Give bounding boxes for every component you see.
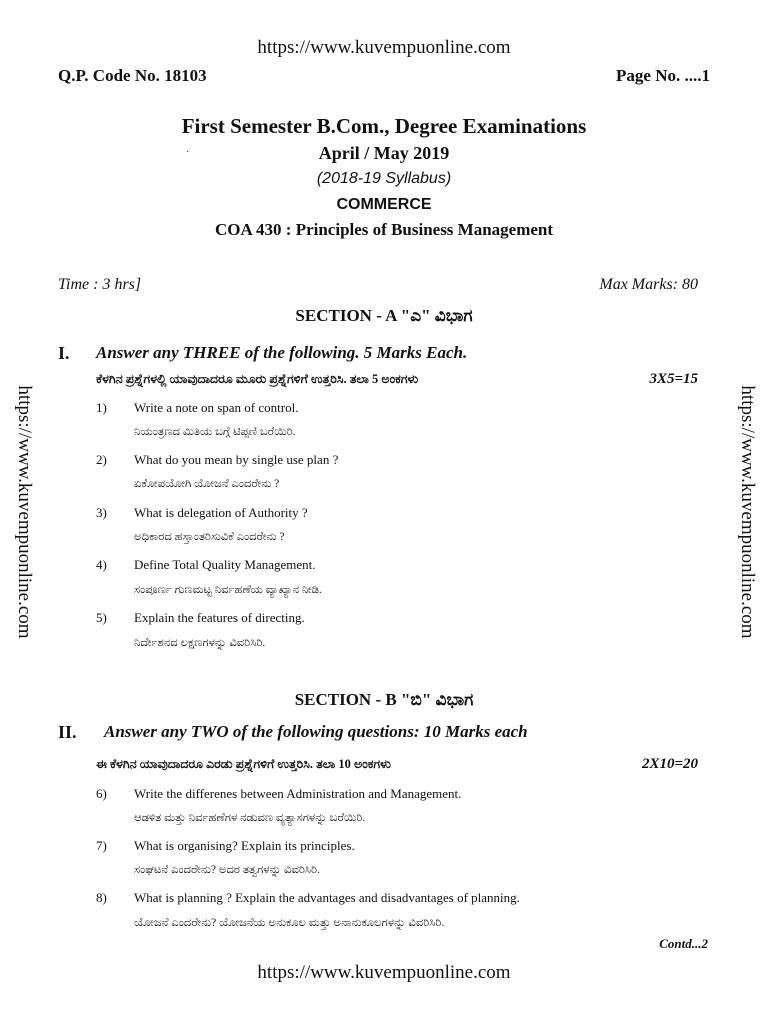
question-text: What is delegation of Authority ? bbox=[134, 505, 308, 520]
question-number: 2) bbox=[96, 452, 107, 467]
section-a-instruction: Answer any THREE of the following. 5 Marks Each. bbox=[96, 343, 468, 362]
question-text: What is planning ? Explain the advantages and disadvantages of planning. bbox=[134, 890, 520, 905]
section-b-instruction-kannada: ಈ ಕೆಳಗಿನ ಯಾವುದಾದರೂ ಎರಡು ಪ್ರಶ್ನೆಗಳಿಗೆ ಉತ್ತರಿಸಿ. ತಲಾ 10 ಅಂಕಗಳು bbox=[96, 757, 391, 771]
exam-syllabus: (2018-19 Syllabus) bbox=[316, 170, 452, 187]
question-number: 7) bbox=[96, 838, 107, 853]
exam-subject: COMMERCE bbox=[336, 196, 432, 213]
question-text-kannada: ಆಡಳಿತ ಮತ್ತು ನಿರ್ವಹಣೆಗಳ ನಡುವಣ ವ್ಯತ್ಯಾಸಗಳನ್ನು ಬರೆಯಿರಿ. bbox=[134, 812, 366, 824]
section-b-marks: 2X10=20 bbox=[641, 756, 698, 772]
question-number: 4) bbox=[96, 557, 107, 572]
page-number: Page No. ....1 bbox=[616, 66, 710, 85]
section-b-heading: SECTION - B "ಬಿ" ವಿಭಾಗ bbox=[294, 690, 474, 709]
section-b-roman: II. bbox=[58, 722, 77, 742]
question-number: 8) bbox=[96, 890, 107, 905]
question-text: Define Total Quality Management. bbox=[134, 557, 316, 572]
question-text-kannada: ಅಧಿಕಾರದ ಹಸ್ತಾಂತರಿಸುವಿಕೆ ಎಂದರೇನು ? bbox=[134, 531, 285, 543]
watermark-url-right: https://www.kuvempuonline.com bbox=[737, 385, 758, 639]
question-number: 6) bbox=[96, 786, 107, 801]
qp-code: Q.P. Code No. 18103 bbox=[58, 66, 207, 85]
paper-title: COA 430 : Principles of Business Management bbox=[214, 220, 554, 239]
watermark-url-top: https://www.kuvempuonline.com bbox=[257, 37, 511, 58]
question-text-kannada: ಸಂಘಟನೆ ಎಂದರೇನು? ಅದರ ತತ್ವಗಳನ್ನು ವಿವರಿಸಿರಿ. bbox=[134, 864, 320, 876]
question-text: Write a note on span of control. bbox=[134, 400, 299, 415]
stray-mark: ˙ bbox=[186, 150, 190, 161]
watermark-url-bottom: https://www.kuvempuonline.com bbox=[257, 962, 511, 983]
watermark-url-left: https://www.kuvempuonline.com bbox=[14, 385, 35, 639]
exam-time: Time : 3 hrs] bbox=[58, 276, 142, 293]
section-a-marks: 3X5=15 bbox=[649, 371, 698, 387]
question-text-kannada: ಯೋಜನೆ ಎಂದರೇನು? ಯೋಜನೆಯ ಅನುಕೂಲ ಮತ್ತು ಅನಾನುಕೂಲಗಳನ್ನು ವಿವರಿಸಿರಿ. bbox=[134, 917, 445, 929]
question-text-kannada: ಸಂಪೂರ್ಣ ಗುಣಮಟ್ಟ ನಿರ್ವಹಣೆಯ ವ್ಯಾಖ್ಯಾನ ನೀಡಿ. bbox=[134, 584, 322, 596]
question-number: 3) bbox=[96, 505, 107, 520]
question-text: Explain the features of directing. bbox=[134, 610, 305, 625]
section-a-instruction-kannada: ಕೆಳಗಿನ ಪ್ರಶ್ನೆಗಳಲ್ಲಿ ಯಾವುದಾದರೂ ಮೂರು ಪ್ರಶ್ನೆಗಳಿಗೆ ಉತ್ತರಿಸಿ. ತಲಾ 5 ಅಂಕಗಳು bbox=[96, 372, 419, 386]
question-text-kannada: ನಿಯಂತ್ರಣದ ಮಿತಿಯ ಬಗ್ಗೆ ಟಿಪ್ಪಣಿ ಬರೆಯಿರಿ. bbox=[134, 426, 296, 438]
question-number: 5) bbox=[96, 610, 107, 625]
exam-title: First Semester B.Com., Degree Examinations bbox=[181, 114, 587, 138]
question-text-kannada: ಏಕೋಪಯೋಗಿ ಯೋಜನೆ ಎಂದರೇನು ? bbox=[134, 478, 280, 490]
section-a-heading: SECTION - A "ಎ" ವಿಭಾಗ bbox=[295, 306, 473, 325]
question-text-kannada: ನಿರ್ದೇಶನದ ಲಕ್ಷಣಗಳನ್ನು ವಿವರಿಸಿರಿ. bbox=[134, 637, 266, 649]
exam-session: April / May 2019 bbox=[318, 143, 450, 163]
question-text: What is organising? Explain its principles. bbox=[134, 838, 355, 853]
max-marks: Max Marks: 80 bbox=[599, 276, 698, 293]
question-text: Write the differenes between Administration and Management. bbox=[134, 786, 462, 801]
continued-note: Contd...2 bbox=[659, 936, 708, 951]
question-text: What do you mean by single use plan ? bbox=[134, 452, 339, 467]
section-b-instruction: Answer any TWO of the following questions: 10 Marks each bbox=[104, 722, 528, 741]
question-number: 1) bbox=[96, 400, 107, 415]
section-a-roman: I. bbox=[58, 343, 70, 363]
